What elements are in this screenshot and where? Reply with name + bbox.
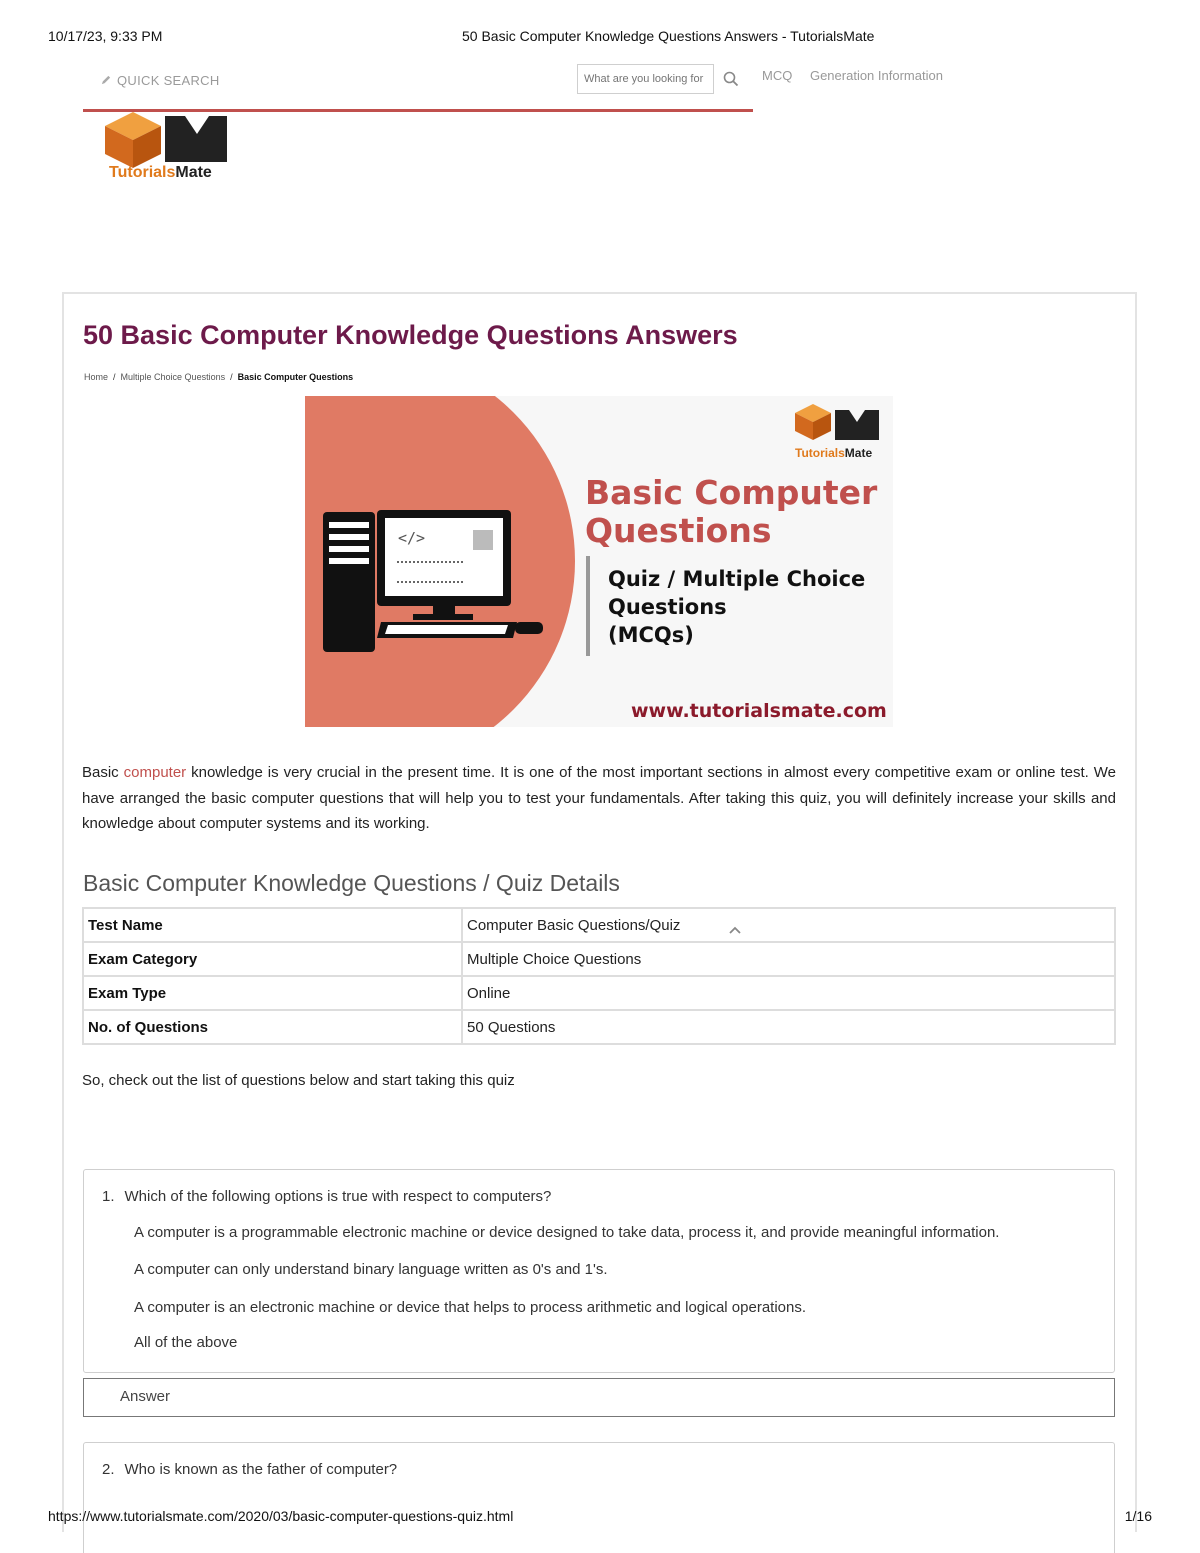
scroll-to-top-icon[interactable] [727, 922, 743, 938]
search-input[interactable] [577, 64, 714, 94]
table-row [83, 976, 1115, 1010]
question-text: 2. Who is known as the father of computer? [102, 1461, 398, 1478]
top-nav-links [762, 68, 957, 83]
question-option[interactable]: A computer can only understand binary language written as 0's and 1's. [134, 1261, 608, 1278]
table-row [83, 942, 1115, 976]
table-value: 50 Questions [462, 1010, 1115, 1044]
table-value: Online [462, 976, 1115, 1010]
breadcrumb-category[interactable]: Multiple Choice Questions [120, 372, 226, 382]
breadcrumb: Home / Multiple Choice Questions / Basic Computer Questions [84, 372, 354, 382]
nav-link-generation-information[interactable]: Generation Information [809, 68, 943, 83]
question-card [83, 1442, 1115, 1553]
details-heading: Basic Computer Knowledge Questions / Quiz Details [83, 870, 620, 896]
question-text: 1. Which of the following options is true with respect to computers? [102, 1188, 552, 1205]
print-datetime: 10/17/23, 9:33 PM [48, 28, 163, 44]
intro-paragraph: Basic computer knowledge is very crucial in the present time. It is one of the most important sections in almost every competitive exam or online test. We have arranged the basic computer questions that will help you to test your fundamentals. After taking this quiz, you will definitely increase your skills and knowledge about computer systems and its working. [82, 764, 1116, 832]
question-card [83, 1169, 1115, 1373]
pencil-icon [101, 73, 113, 88]
table-row [83, 1010, 1115, 1044]
answer-toggle-button[interactable]: Answer [83, 1378, 1115, 1417]
logo-wordmark: TutorialsMate [109, 164, 212, 181]
question-option[interactable]: All of the above [134, 1334, 238, 1351]
banner-headline-1: Basic Computer [585, 473, 878, 512]
nav-link-mcq[interactable]: MCQ [762, 68, 793, 83]
banner-illustration [305, 396, 893, 727]
table-key: Exam Type [83, 976, 462, 1010]
quick-search-label: QUICK SEARCH [117, 73, 220, 88]
logo-cube-m-icon [105, 112, 230, 168]
table-row [83, 908, 1115, 942]
site-logo[interactable] [105, 112, 230, 184]
banner-image [305, 396, 893, 727]
table-value: Multiple Choice Questions [462, 942, 1115, 976]
svg-text:TutorialsMate [795, 446, 872, 460]
question-option[interactable]: A computer is a programmable electronic machine or device designed to take data, process it, and provide meaningful information. [134, 1224, 1000, 1241]
table-key: No. of Questions [83, 1010, 462, 1044]
table-key: Exam Category [83, 942, 462, 976]
banner-logo-part2: Mate [844, 446, 873, 460]
computer-tower-icon [323, 512, 375, 652]
checkout-text: So, check out the list of questions below and start taking this quiz [82, 1072, 515, 1089]
print-page-number: 1/16 [1124, 1508, 1152, 1524]
banner-sub-3: (MCQs) [608, 623, 694, 647]
quiz-details-table [82, 907, 1116, 1045]
table-value: Computer Basic Questions/Quiz [462, 908, 1115, 942]
computer-link[interactable]: computer [123, 764, 187, 781]
banner-headline-2: Questions [585, 511, 772, 550]
banner-sub-2: Questions [608, 595, 727, 619]
banner-sub-1: Quiz / Multiple Choice [608, 567, 866, 591]
search-icon[interactable] [723, 71, 739, 87]
page-title: 50 Basic Computer Knowledge Questions Answers [83, 320, 738, 350]
table-key: Test Name [83, 908, 462, 942]
banner-logo-part1: Tutorials [795, 446, 845, 460]
breadcrumb-home[interactable]: Home [84, 372, 109, 382]
breadcrumb-current: Basic Computer Questions [237, 372, 354, 382]
question-option[interactable]: A computer is an electronic machine or device that helps to process arithmetic and logical operations. [134, 1299, 807, 1316]
top-bar [83, 62, 753, 112]
quick-search-link[interactable] [101, 73, 220, 88]
banner-code-glyph: </> [398, 529, 426, 547]
print-doc-title: 50 Basic Computer Knowledge Questions Answers - TutorialsMate [462, 28, 875, 44]
banner-site-url: www.tutorialsmate.com [631, 700, 887, 722]
print-header [48, 28, 1152, 48]
print-url: https://www.tutorialsmate.com/2020/03/basic-computer-questions-quiz.html [48, 1508, 514, 1524]
